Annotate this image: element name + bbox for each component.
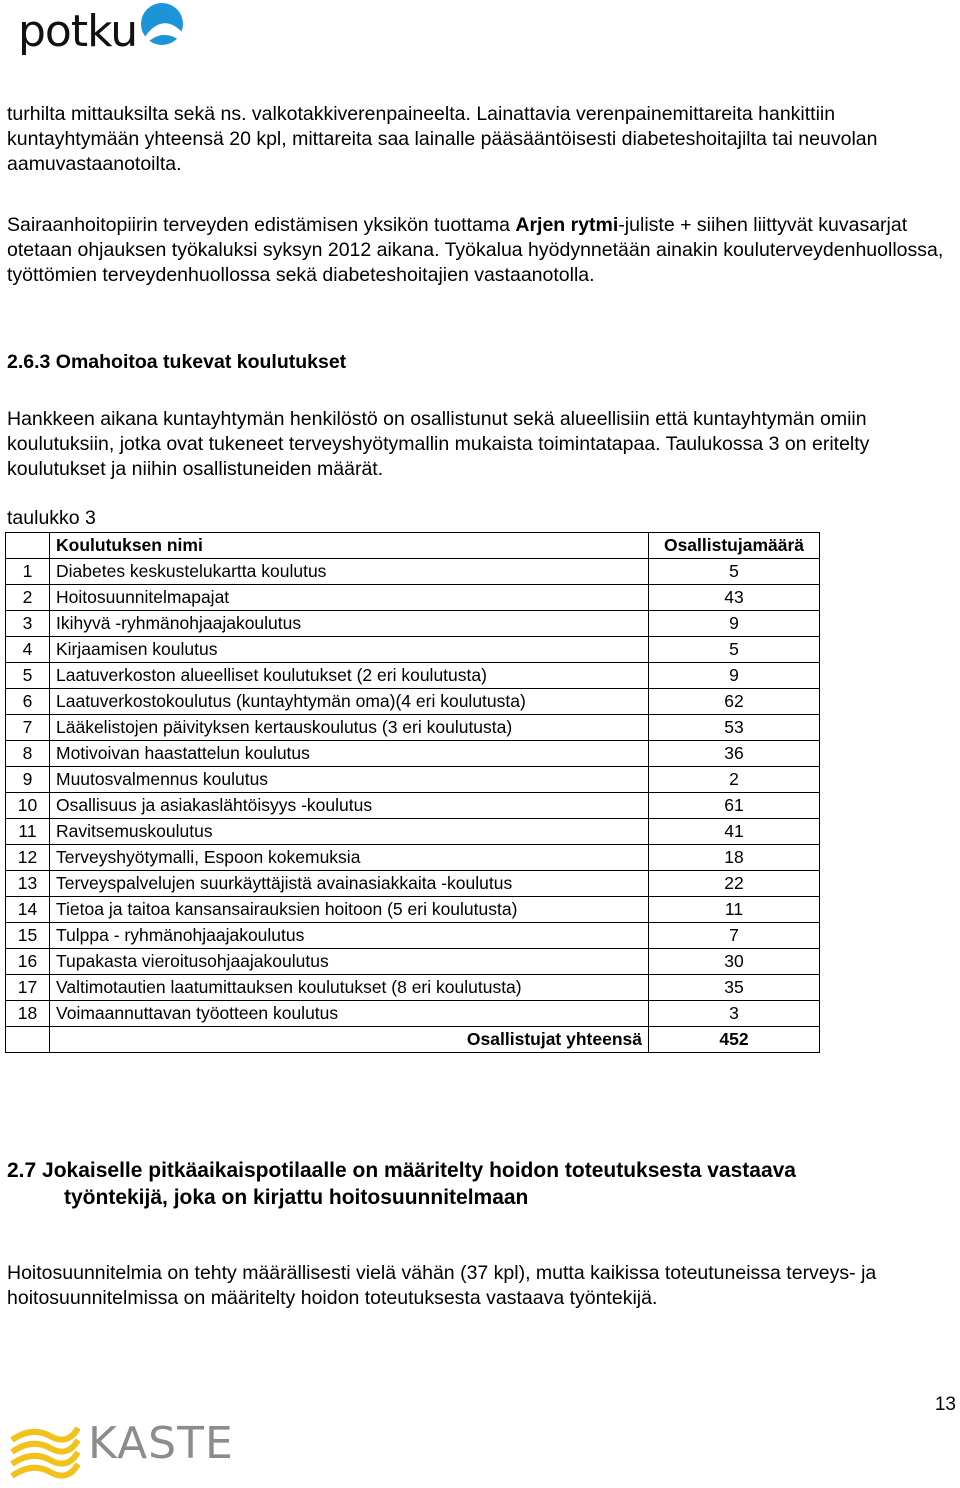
row-name: Kirjaamisen koulutus	[50, 637, 649, 663]
row-num: 13	[6, 871, 50, 897]
row-count: 41	[649, 819, 820, 845]
potku-logo-mark-icon	[136, 2, 186, 52]
table-row	[6, 923, 820, 949]
row-num: 8	[6, 741, 50, 767]
heading-2-6-3: 2.6.3 Omahoitoa tukevat koulutukset	[7, 351, 347, 373]
row-num: 16	[6, 949, 50, 975]
potku-logo-text: potku	[18, 6, 138, 57]
paragraph-care-plans: Hoitosuunnitelmia on tehty määrällisesti vielä vähän (37 kpl), mutta kaikissa toteutuneissa terveys- ja hoitosuunnitelmissa on määritelty hoidon toteutuksesta vastaava työntekijä.	[7, 1262, 877, 1309]
table-row	[6, 741, 820, 767]
row-num: 10	[6, 793, 50, 819]
table-caption: taulukko 3	[7, 507, 96, 529]
row-name: Voimaannuttavan työotteen koulutus	[50, 1001, 649, 1027]
row-count: 7	[649, 923, 820, 949]
table-row	[6, 793, 820, 819]
total-num-cell	[6, 1027, 50, 1053]
row-count: 9	[649, 663, 820, 689]
row-name: Laatuverkoston alueelliset koulutukset (2 eri koulutusta)	[50, 663, 649, 689]
table-row	[6, 819, 820, 845]
table-row	[6, 689, 820, 715]
heading-2-7: 2.7 Jokaiselle pitkäaikaispotilaalle on määritelty hoidon toteutuksesta vastaava työntekijä, joka on kirjattu hoitosuunnitelmaan	[7, 1159, 796, 1209]
row-count: 9	[649, 611, 820, 637]
row-count: 22	[649, 871, 820, 897]
row-name: Motivoivan haastattelun koulutus	[50, 741, 649, 767]
row-name: Laatuverkostokoulutus (kuntayhtymän oma)(4 eri koulutusta)	[50, 689, 649, 715]
paragraph-blood-pressure: turhilta mittauksilta sekä ns. valkotakkiverenpaineelta. Lainattavia verenpainemittareita hankittiin kuntayhtymään yhteensä 20 kpl, mittareita saa lainalle pääsääntöisesti diabeteshoitajilta tai neuvolan aamuvastaanotoilta.	[7, 103, 878, 175]
total-value: 452	[649, 1027, 820, 1053]
row-num: 15	[6, 923, 50, 949]
table-header-row	[6, 533, 820, 559]
row-name: Ikihyvä -ryhmänohjaajakoulutus	[50, 611, 649, 637]
kaste-wave-icon	[10, 1418, 80, 1484]
table-row	[6, 585, 820, 611]
paragraph-training-intro: Hankkeen aikana kuntayhtymän henkilöstö on osallistunut sekä alueellisiin että kuntayhtymän omiin koulutuksiin, jotka ovat tukeneet terveyshyötymallin mukaista toimintatapaa. Taulukossa 3 on eritelty koulutukset ja niihin osallistuneiden määrät.	[7, 408, 870, 480]
row-count: 53	[649, 715, 820, 741]
header-count: Osallistujamäärä	[649, 533, 820, 559]
row-name: Tupakasta vieroitusohjaajakoulutus	[50, 949, 649, 975]
total-label: Osallistujat yhteensä	[50, 1027, 649, 1053]
row-count: 61	[649, 793, 820, 819]
row-name: Muutosvalmennus koulutus	[50, 767, 649, 793]
row-num: 4	[6, 637, 50, 663]
row-name: Lääkelistojen päivityksen kertauskoulutus (3 eri koulutusta)	[50, 715, 649, 741]
header-name: Koulutuksen nimi	[50, 533, 649, 559]
table-row	[6, 871, 820, 897]
table-total-row	[6, 1027, 820, 1053]
row-num: 17	[6, 975, 50, 1001]
row-num: 5	[6, 663, 50, 689]
table-row	[6, 611, 820, 637]
row-name: Tietoa ja taitoa kansansairauksien hoitoon (5 eri koulutusta)	[50, 897, 649, 923]
table-row	[6, 845, 820, 871]
row-num: 12	[6, 845, 50, 871]
row-count: 5	[649, 637, 820, 663]
header-num	[6, 533, 50, 559]
row-name: Ravitsemuskoulutus	[50, 819, 649, 845]
row-num: 3	[6, 611, 50, 637]
row-num: 14	[6, 897, 50, 923]
row-name: Valtimotautien laatumittauksen koulutukset (8 eri koulutusta)	[50, 975, 649, 1001]
table-row	[6, 897, 820, 923]
row-name: Hoitosuunnitelmapajat	[50, 585, 649, 611]
table-row	[6, 637, 820, 663]
kaste-logo-text: KASTE	[88, 1418, 234, 1469]
row-num: 6	[6, 689, 50, 715]
row-count: 11	[649, 897, 820, 923]
row-count: 62	[649, 689, 820, 715]
row-name: Osallisuus ja asiakaslähtöisyys -koulutus	[50, 793, 649, 819]
row-name: Terveyshyötymalli, Espoon kokemuksia	[50, 845, 649, 871]
training-table	[5, 532, 820, 1053]
paragraph-arjen-rytmi: Sairaanhoitopiirin terveyden edistämisen yksikön tuottama Arjen rytmi-juliste + siihen liittyvät kuvasarjat otetaan ohjauksen työkaluksi syksyn 2012 aikana. Työkalua hyödynnetään ainakin kouluterveydenhuollossa, työttömien terveydenhuollossa sekä diabeteshoitajien vastaanotolla.	[7, 214, 944, 286]
row-count: 36	[649, 741, 820, 767]
row-num: 2	[6, 585, 50, 611]
row-name: Diabetes keskustelukartta koulutus	[50, 559, 649, 585]
table-row	[6, 1001, 820, 1027]
row-count: 2	[649, 767, 820, 793]
arjen-rytmi-bold: Arjen rytmi	[515, 214, 619, 236]
table-row	[6, 663, 820, 689]
potku-logo	[18, 2, 168, 62]
row-num: 18	[6, 1001, 50, 1027]
row-count: 35	[649, 975, 820, 1001]
row-name: Tulppa - ryhmänohjaajakoulutus	[50, 923, 649, 949]
row-count: 43	[649, 585, 820, 611]
row-count: 30	[649, 949, 820, 975]
row-count: 3	[649, 1001, 820, 1027]
page-number: 13	[934, 1394, 956, 1415]
kaste-logo	[10, 1418, 234, 1484]
table-row	[6, 767, 820, 793]
row-count: 5	[649, 559, 820, 585]
table-row	[6, 559, 820, 585]
row-num: 9	[6, 767, 50, 793]
row-num: 7	[6, 715, 50, 741]
table-row	[6, 715, 820, 741]
table-row	[6, 949, 820, 975]
row-num: 11	[6, 819, 50, 845]
row-name: Terveyspalvelujen suurkäyttäjistä avainasiakkaita -koulutus	[50, 871, 649, 897]
row-num: 1	[6, 559, 50, 585]
table-row	[6, 975, 820, 1001]
row-count: 18	[649, 845, 820, 871]
